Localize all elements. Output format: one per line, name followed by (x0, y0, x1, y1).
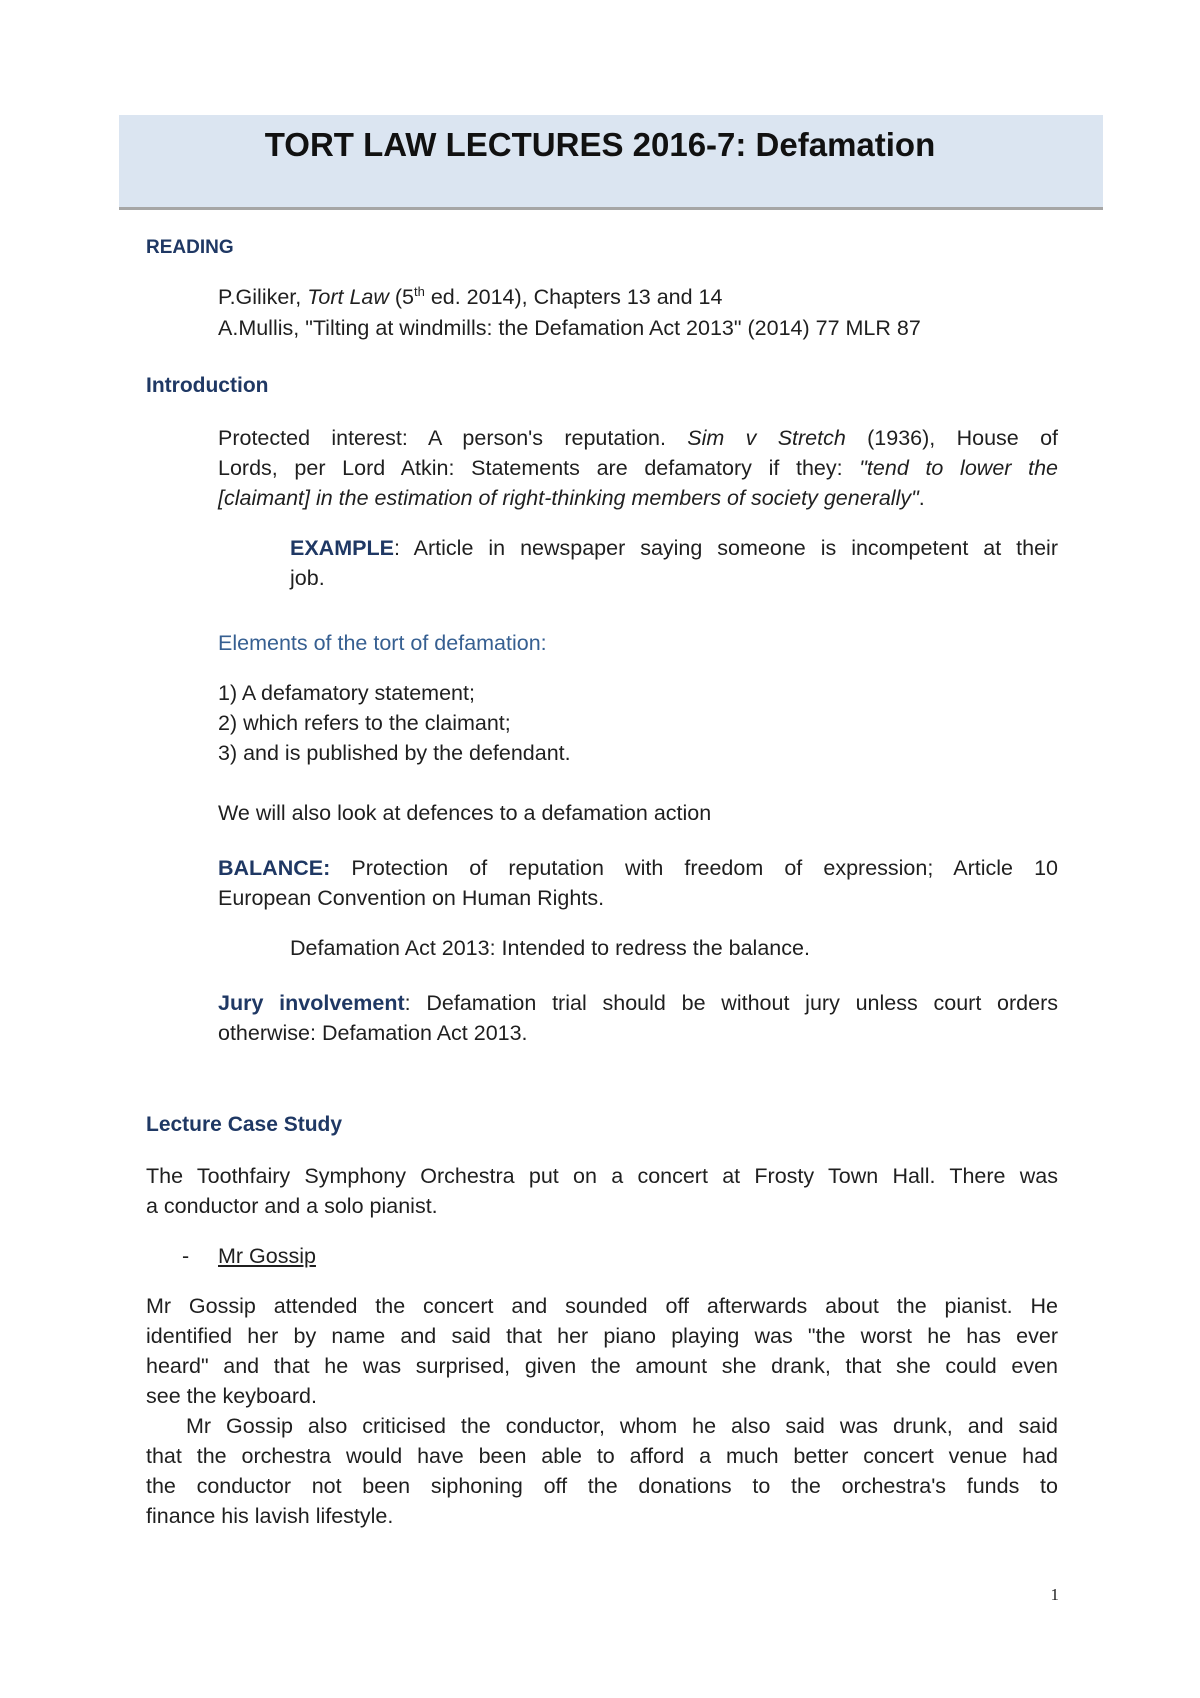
document-title: TORT LAW LECTURES 2016-7: Defamation (264, 126, 936, 163)
gossip-paragraph (146, 1291, 1058, 1411)
conductor-paragraph (146, 1411, 1058, 1531)
quote-run: [claimant] in the estimation of right-thinking members of society generally" (218, 486, 919, 510)
conductor-line: that the orchestra would have been able to afford a much better concert venue had (146, 1444, 1058, 1468)
gossip-line: identified her by name and said that her piano playing was "the worst he has ever (146, 1324, 1058, 1348)
protected-interest-line-2 (218, 453, 1058, 483)
defences-note: We will also look at defences to a defamation action (218, 801, 712, 825)
text-run: . (918, 486, 925, 510)
jury-paragraph (218, 988, 1058, 1048)
text-run: Protection of reputation with freedom of expression; Article 10 (330, 856, 1058, 880)
jury-line-2: otherwise: Defamation Act 2013. (218, 1021, 528, 1045)
text-run: Protected interest: A person's reputation. (218, 426, 688, 450)
case-name: Sim v Stretch (687, 426, 846, 450)
reading-heading: READING (146, 237, 234, 258)
conductor-line: Mr Gossip also criticised the conductor, whom he also said was drunk, and said (186, 1414, 1058, 1438)
conductor-line: the conductor not been siphoning off the donations to the orchestra's funds to (146, 1474, 1058, 1498)
elements-heading: Elements of the tort of defamation: (218, 631, 547, 655)
element-item: 2) which refers to the claimant; (218, 711, 511, 735)
balance-line-2: European Convention on Human Rights. (218, 886, 605, 910)
balance-line-1 (218, 853, 1058, 883)
example-line-2: job. (290, 566, 325, 590)
gossip-line: Mr Gossip attended the concert and sounded off afterwards about the pianist. He (146, 1294, 1058, 1318)
balance-label: BALANCE: (218, 856, 331, 880)
act-note: Defamation Act 2013: Intended to redress the balance. (290, 936, 810, 960)
jury-label: Jury involvement (218, 991, 405, 1015)
gossip-line: heard" and that he was surprised, given the amount she drank, that she could even (146, 1354, 1058, 1378)
example-line-1 (290, 533, 1058, 563)
protected-interest-line-1 (218, 423, 1058, 453)
text-run: : Article in newspaper saying someone is incompetent at their (393, 536, 1058, 560)
case-study-intro-line-1: The Toothfairy Symphony Orchestra put on a concert at Frosty Town Hall. There was (146, 1164, 1058, 1188)
text-run: (1936), House of (845, 426, 1058, 450)
reading-item-mullis: A.Mullis, "Tilting at windmills: the Defamation Act 2013" (2014) 77 MLR 87 (218, 316, 921, 340)
element-item: 3) and is published by the defendant. (218, 741, 571, 765)
reading-edition-sup: th (414, 284, 425, 299)
text-run: Lords, per Lord Atkin: Statements are defamatory if they: (218, 456, 860, 480)
case-study-intro-line-2: a conductor and a solo pianist. (146, 1194, 438, 1218)
reading-item-giliker (218, 282, 722, 312)
reading-author: P.Giliker, (218, 285, 308, 309)
protected-interest-line-3 (218, 483, 1058, 513)
jury-line-1 (218, 988, 1058, 1018)
quote-run: "tend to lower the (859, 456, 1059, 480)
balance-paragraph (218, 853, 1058, 913)
introduction-heading: Introduction (146, 374, 269, 397)
page-number: 1 (1050, 1585, 1059, 1604)
reading-book-title: Tort Law (307, 285, 389, 309)
reading-edition-post: ed. 2014), Chapters 13 and 14 (424, 285, 723, 309)
protected-interest-paragraph (218, 423, 1058, 513)
case-study-intro (146, 1161, 1058, 1221)
bullet-mr-gossip: Mr Gossip (218, 1244, 316, 1268)
gossip-line: see the keyboard. (146, 1384, 317, 1408)
text-run: : Defamation trial should be without jury unless court orders (404, 991, 1059, 1015)
example-paragraph (290, 533, 1058, 593)
case-study-heading: Lecture Case Study (146, 1113, 343, 1136)
reading-edition-pre: (5 (388, 285, 414, 309)
example-label: EXAMPLE (290, 536, 394, 560)
element-item: 1) A defamatory statement; (218, 681, 475, 705)
conductor-line: finance his lavish lifestyle. (146, 1504, 394, 1528)
bullet-dash: - (182, 1244, 190, 1268)
